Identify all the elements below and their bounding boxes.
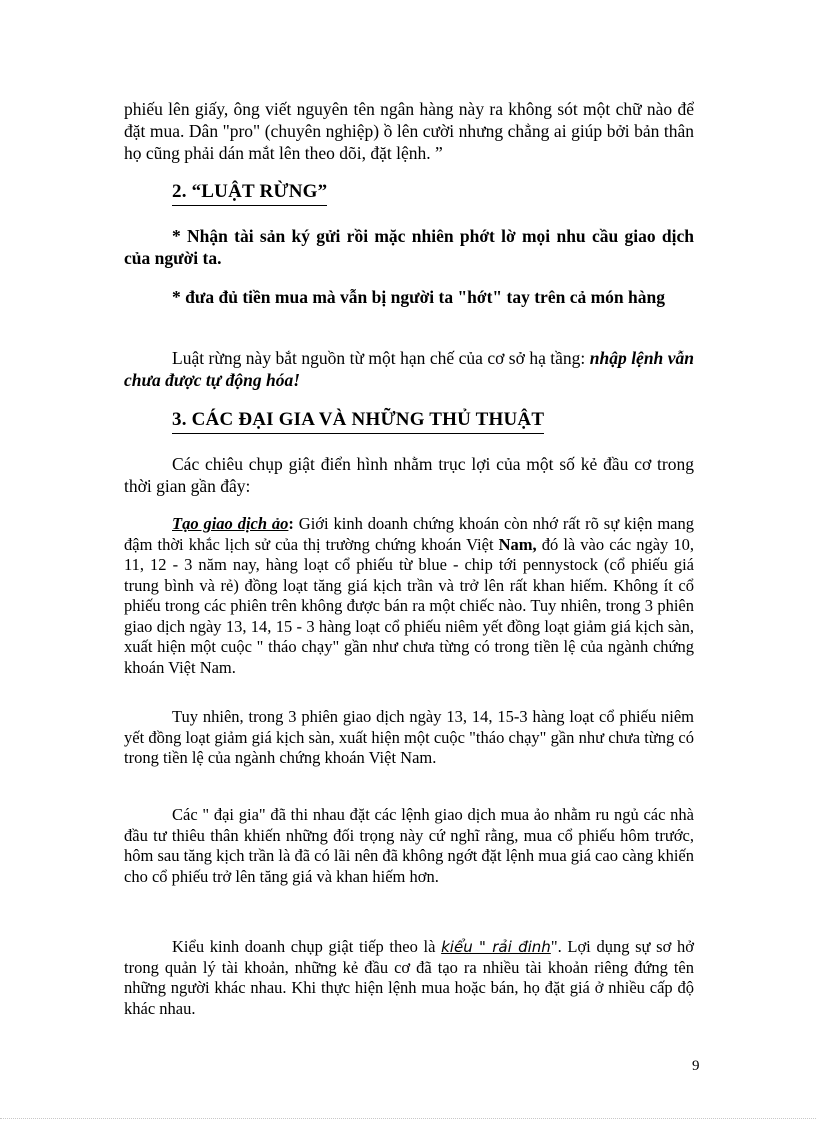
kieu-kinh-doanh-paragraph (124, 937, 694, 1019)
section-heading-2: 2. “LUẬT RỪNG” (172, 180, 327, 206)
dai-gia-paragraph: Các " đại gia" đã thi nhau đặt các lệnh giao dịch mua ảo nhằm ru ngủ các nhà đầu tư thiêu thân khiến những đối trọng này cứ nghĩ rằng, mua cổ phiếu hôm trước, hôm sau tăng kịch trần là đã có lãi nên đã không ngớt đặt lệnh mua giá cao càng khiến cho cổ phiếu trở lên tăng giá và khan hiếm hơn. (124, 805, 695, 886)
tao-giao-dich-text-2: đó là vào các ngày 10, 11, 12 - 3 năm nay, hàng loạt cổ phiếu từ blue - chip tới pennystock (cổ phiếu giá trung bình và rẻ) đồng loạt tăng giá kịch trần và trở lên rất khan hiếm. Không ít cổ phiếu trong các phiên trên không được bán ra một chiếc nào. Tuy nhiên, trong 3 phiên giao dịch ngày 13, 14, 15 - 3 hàng loạt cổ phiếu niêm yết đồng loạt giảm giá kịch sàn, xuất hiện một cuộc " tháo chạy" gần như chưa từng có trong tiền lệ của ngành chứng khoán Việt Nam. (124, 534, 695, 677)
footer-divider (0, 1118, 816, 1119)
tuy-nhien-paragraph: Tuy nhiên, trong 3 phiên giao dịch ngày 13, 14, 15-3 hàng loạt cổ phiếu niêm yết đồng loạt giảm giá kịch sàn, xuất hiện một cuộc "tháo chạy" gần như chưa từng có trong tiền lệ của ngành chứng khoán Việt Nam. (124, 707, 694, 767)
tao-giao-dich-nam: Nam, (498, 534, 537, 554)
rule-item-2: * đưa đủ tiền mua mà vẫn bị người ta "hớt" tay trên cả món hàng (172, 287, 665, 307)
luat-rung-paragraph (124, 347, 694, 391)
chieu-paragraph: Các chiêu chụp giật điển hình nhằm trục lợi của một số kẻ đầu cơ trong thời gian gần đây: (124, 454, 694, 496)
tao-giao-dich-colon: : (288, 514, 294, 533)
section-heading-3: 3. CÁC ĐẠI GIA VÀ NHỮNG THỦ THUẬT (172, 408, 544, 434)
page-number: 9 (692, 1058, 700, 1074)
kieu-text-2: ". Lợi dụng sự sơ hở trong quản lý tài khoản, những kẻ đầu cơ đã tạo ra nhiều tài khoản riêng đứng tên những người khác nhau. Khi thực hiện lệnh mua hoặc bán, họ đặt giá ở nhiều cấp độ khác nhau. (124, 937, 694, 1018)
kieu-text-1: Kiểu kinh doanh chụp giật tiếp theo là (172, 937, 442, 956)
luat-rung-emphasis: nhập lệnh vẫn chưa được tự động hóa! (124, 348, 695, 390)
tao-giao-dich-text-1: Giới kinh doanh chứng khoán còn nhớ rất rõ sự kiện mang đậm thời khắc lịch sử của thị trường chứng khoán Việt (124, 514, 695, 554)
luat-rung-text: Luật rừng này bắt nguồn từ một hạn chế của cơ sở hạ tầng: (172, 348, 590, 368)
kieu-quote: kiểu " rải đinh (441, 938, 551, 956)
tao-giao-dich-label: Tạo giao dịch ảo (172, 514, 289, 533)
tao-giao-dich-paragraph (124, 514, 694, 678)
rule-item-1: * Nhận tài sản ký gửi rồi mặc nhiên phớt lờ mọi nhu cầu giao dịch của người ta. (124, 226, 694, 268)
intro-paragraph: phiếu lên giấy, ông viết nguyên tên ngân hàng này ra không sót một chữ nào để đặt mua. Dân "pro" (chuyên nghiệp) ồ lên cười nhưng chẳng ai giúp bởi bản thân họ cũng phải dán mắt lên theo dõi, đặt lệnh. ” (124, 99, 694, 163)
